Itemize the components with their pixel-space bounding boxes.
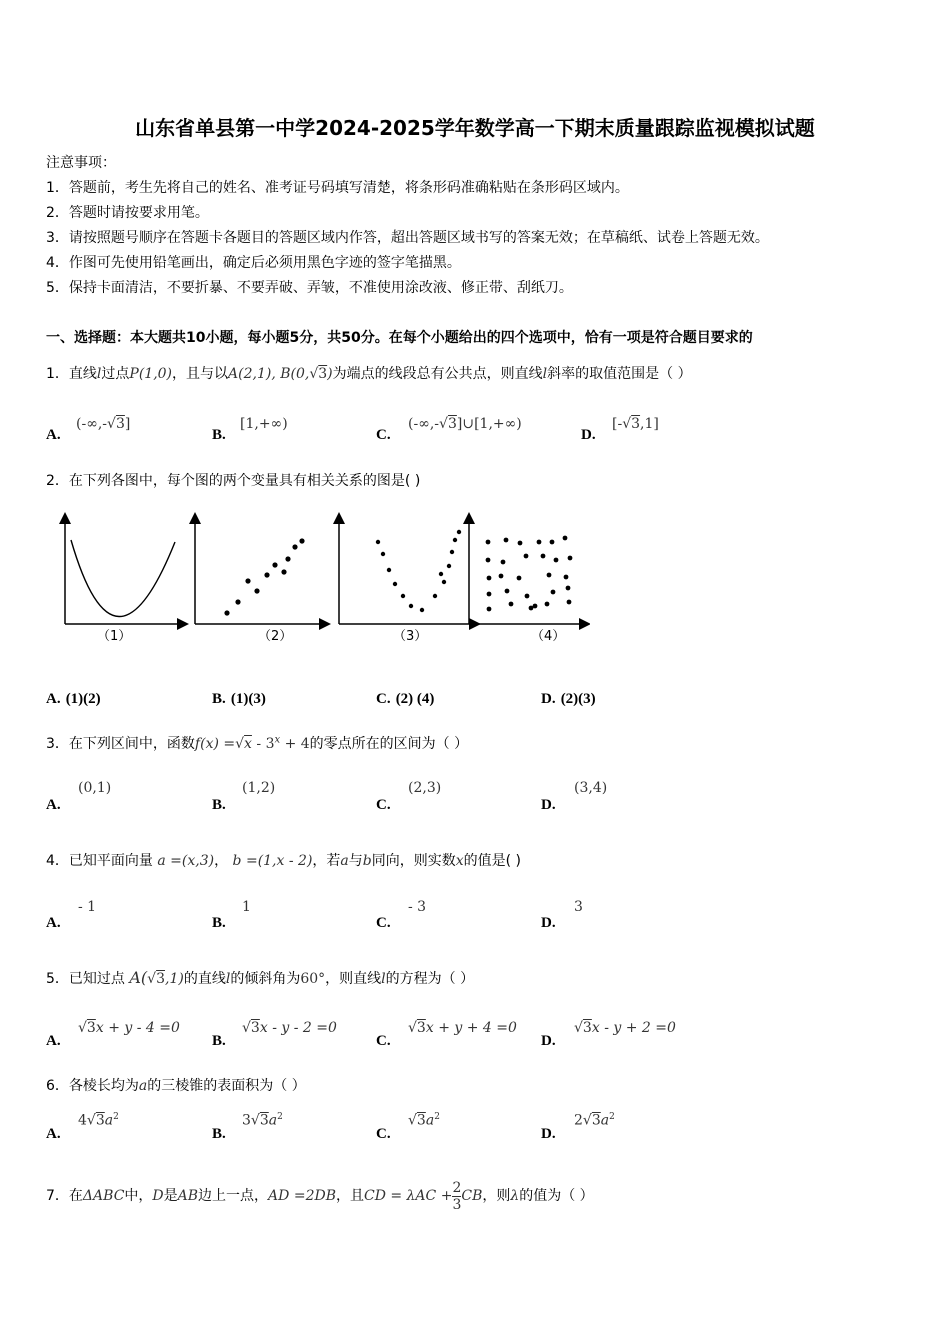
- option-c[interactable]: C.: [376, 915, 391, 931]
- option-b[interactable]: B. (1)(3): [212, 691, 266, 707]
- option-a[interactable]: A. (1)(2): [46, 691, 101, 707]
- option-d-value: 3: [574, 899, 583, 915]
- option-d[interactable]: D.: [541, 1126, 556, 1142]
- option-b[interactable]: B.: [212, 797, 226, 813]
- figure-4: [469, 518, 585, 644]
- figure-label: （2）: [258, 629, 293, 644]
- option-a[interactable]: A.: [46, 797, 61, 813]
- option-d[interactable]: D. (2)(3): [541, 691, 596, 707]
- scatter-points-4: [486, 536, 573, 612]
- option-b[interactable]: B.: [212, 1126, 226, 1142]
- figure-label: （3）: [393, 629, 428, 644]
- option-b[interactable]: B.: [212, 427, 226, 443]
- question-number: 5．: [46, 971, 69, 987]
- question-number: 6．: [46, 1078, 69, 1094]
- option-b[interactable]: B.: [212, 915, 226, 931]
- question-1: 1．直线l过点P(1,0)，且与以A(2,1), B(0,√3)为端点的线段总有公共点，则直线l斜率的取值范围是（ ）: [46, 366, 692, 382]
- section-heading: 一、选择题：本大题共10小题，每小题5分，共50分。在每个小题给出的四个选项中，恰有一项是符合题目要求的: [46, 330, 753, 346]
- note-item: 4．作图可先使用铅笔画出，确定后必须用黑色字迹的签字笔描黑。: [46, 255, 461, 271]
- option-a-value: √3x + y - 4 =0: [78, 1020, 180, 1036]
- option-a[interactable]: A.: [46, 1126, 61, 1142]
- question-number: 3．: [46, 736, 69, 752]
- option-c[interactable]: C.: [376, 797, 391, 813]
- option-c-value: - 3: [408, 899, 427, 915]
- option-c-value: (-∞,-√3]∪[1,+∞): [408, 416, 522, 432]
- option-d[interactable]: D.: [541, 1033, 556, 1049]
- option-a-value: - 1: [78, 899, 97, 915]
- question-7: 7．在ΔABC中，D是AB边上一点，AD =2DB，且CD = λAC + $\frac{2}{3}$ CB，则λ的值为（ ）: [46, 1179, 594, 1213]
- option-c[interactable]: C. (2) (4): [376, 691, 435, 707]
- option-c[interactable]: C.: [376, 1033, 391, 1049]
- option-d-value: $2√3a^2$: [574, 1112, 615, 1129]
- figure-label: （4）: [531, 629, 566, 644]
- option-a[interactable]: A.: [46, 427, 61, 443]
- question-4: 4．已知平面向量 a =(x,3)， b =(1,x - 2)，若a与b同向，则实数x的值是( ): [46, 853, 522, 869]
- option-b-value: $3√3a^2$: [242, 1112, 283, 1129]
- option-a[interactable]: A.: [46, 915, 61, 931]
- notes-heading: 注意事项：: [46, 155, 116, 171]
- option-d[interactable]: D.: [541, 797, 556, 813]
- option-d-value: √3x - y + 2 =0: [574, 1020, 676, 1036]
- question-6: 6．各棱长均为a的三棱锥的表面积为（ ）: [46, 1078, 306, 1094]
- scatter-points-2: [224, 538, 304, 615]
- note-item: 5．保持卡面清洁，不要折暴、不要弄破、弄皱，不准使用涂改液、修正带、刮纸刀。: [46, 280, 573, 296]
- option-c[interactable]: C.: [376, 427, 391, 443]
- question-number: 2．: [46, 473, 69, 489]
- note-item: 2．答题时请按要求用笔。: [46, 205, 209, 221]
- figure-2: [195, 518, 325, 644]
- option-d-value: (3,4): [574, 780, 608, 796]
- option-a-value: (-∞,-√3]: [76, 416, 131, 432]
- note-item: 3．请按照题号顺序在答题卡各题目的答题区域内作答，超出答题区域书写的答案无效；在草稿纸、试卷上答题无效。: [46, 230, 769, 246]
- option-b-value: √3x - y - 2 =0: [242, 1020, 337, 1036]
- question-3: 3．在下列区间中，函数f(x) =√x - 3$^x$ + 4的零点所在的区间为（ ）: [46, 734, 469, 752]
- option-a[interactable]: A.: [46, 1033, 61, 1049]
- option-b-value: [1,+∞): [240, 416, 288, 432]
- option-a-value: $4√3a^2$: [78, 1112, 119, 1129]
- option-d[interactable]: D.: [581, 427, 596, 443]
- option-d-value: [-√3,1]: [612, 416, 659, 432]
- scatter-points-3: [376, 530, 461, 612]
- parabola-curve: [71, 540, 175, 617]
- figure-3: [339, 518, 475, 644]
- question-number: 1．: [46, 366, 69, 382]
- question-5: 5．已知过点 A(√3,1)的直线l的倾斜角为60°，则直线l的方程为（ ）: [46, 968, 475, 987]
- option-d[interactable]: D.: [541, 915, 556, 931]
- page-title: 山东省单县第一中学2024-2025学年数学高一下期末质量跟踪监视模拟试题: [135, 116, 815, 140]
- option-b[interactable]: B.: [212, 1033, 226, 1049]
- note-item: 1．答题前，考生先将自己的姓名、准考证号码填写清楚，将条形码准确粘贴在条形码区域内。: [46, 180, 629, 196]
- question-number: 4．: [46, 853, 69, 869]
- option-b-value: (1,2): [242, 780, 276, 796]
- question-2: 2．在下列各图中，每个图的两个变量具有相关关系的图是( ): [46, 473, 421, 489]
- option-c-value: (2,3): [408, 780, 442, 796]
- scatter-figures: [55, 512, 590, 650]
- question-number: 7．: [46, 1188, 69, 1204]
- option-c-value: √3x + y + 4 =0: [408, 1020, 517, 1036]
- option-b-value: 1: [242, 899, 251, 915]
- figure-label: （1）: [97, 629, 132, 644]
- option-c-value: $√3a^2$: [408, 1112, 440, 1129]
- figure-1: [65, 518, 183, 644]
- option-a-value: (0,1): [78, 780, 112, 796]
- option-c[interactable]: C.: [376, 1126, 391, 1142]
